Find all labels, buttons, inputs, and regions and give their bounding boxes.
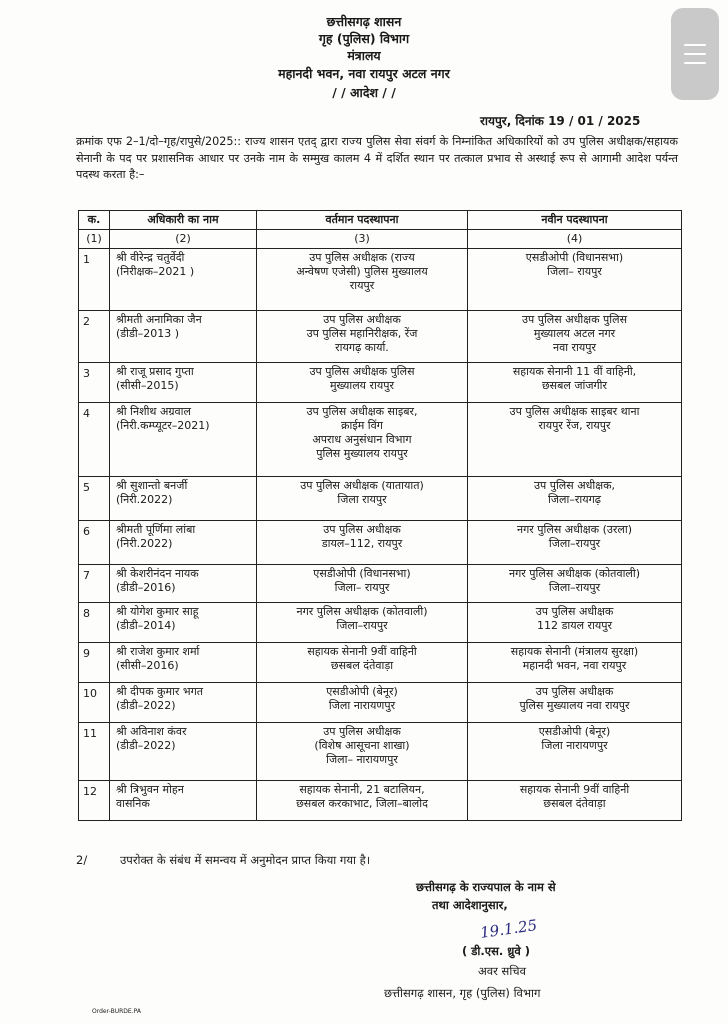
order-line: तथा आदेशानुसार,: [432, 898, 508, 912]
row-number: 4: [79, 403, 110, 477]
handwritten-signature: 19.1.25: [479, 916, 539, 942]
header-serial: क.: [79, 211, 110, 230]
row-number: 7: [79, 565, 110, 603]
current-posting: सहायक सेनानी 9वीं वाहिनी छसबल दंतेवाड़ा: [257, 643, 468, 683]
header-new-posting: नवीन पदस्थापना: [468, 211, 682, 230]
officer-name: श्री निशीथ अग्रवाल (निरी.कम्प्यूटर–2021): [110, 403, 257, 477]
new-posting: सहायक सेनानी 9वीं वाहिनी छसबल दंतेवाड़ा: [468, 781, 682, 821]
officer-name: श्री त्रिभुवन मोहन वासनिक: [110, 781, 257, 821]
table-row: [79, 477, 682, 521]
officer-name: श्री सुशान्तो बनर्जी (निरी.2022): [110, 477, 257, 521]
new-posting: सहायक सेनानी (मंत्रालय सुरक्षा) महानदी भवन, नवा रायपुर: [468, 643, 682, 683]
current-posting: एसडीओपी (विधानसभा) जिला– रायपुर: [257, 565, 468, 603]
row-number: 5: [79, 477, 110, 521]
table-row: [79, 723, 682, 781]
table-row: [79, 643, 682, 683]
new-posting: उप पुलिस अधीक्षक पुलिस मुख्यालय नवा रायपुर: [468, 683, 682, 723]
table-row: [79, 249, 682, 311]
officer-name: श्री केशरीनंदन नायक (डीडी–2016): [110, 565, 257, 603]
officer-name: श्री दीपक कुमार भगत (डीडी–2022): [110, 683, 257, 723]
table-row: [79, 311, 682, 363]
paragraph-2: [76, 853, 370, 868]
new-posting: सहायक सेनानी 11 वीं वाहिनी, छसबल जांजगीर: [468, 363, 682, 403]
footer-code: Order-BURDE.PA: [92, 1008, 141, 1015]
new-posting: एसडीओपी (बेनूर) जिला नारायणपुर: [468, 723, 682, 781]
signatory-designation: अवर सचिव: [478, 964, 526, 978]
signatory-department: छत्तीसगढ़ शासन, गृह (पुलिस) विभाग: [384, 986, 541, 1000]
header-state: छत्तीसगढ़ शासन: [326, 14, 402, 29]
new-posting: नगर पुलिस अधीक्षक (कोतवाली) जिला–रायपुर: [468, 565, 682, 603]
row-number: 8: [79, 603, 110, 643]
table-row: [79, 683, 682, 723]
new-posting: एसडीओपी (विधानसभा) जिला– रायपुर: [468, 249, 682, 311]
index-cell: (2): [110, 230, 257, 249]
header-officer-name: अधिकारी का नाम: [110, 211, 257, 230]
current-posting: उप पुलिस अधीक्षक साइबर, क्राईम विंग अपराध अनुसंधान विभाग पुलिस मुख्यालय रायपुर: [257, 403, 468, 477]
officer-name: श्री योगेश कुमार साहू (डीडी–2014): [110, 603, 257, 643]
officer-name: श्री राजेश कुमार शर्मा (सीसी–2016): [110, 643, 257, 683]
new-posting: उप पुलिस अधीक्षक 112 डायल रायपुर: [468, 603, 682, 643]
new-posting: नगर पुलिस अधीक्षक (उरला) जिला–रायपुर: [468, 521, 682, 565]
index-cell: (3): [257, 230, 468, 249]
authority-line: छत्तीसगढ़ के राज्यपाल के नाम से: [416, 880, 556, 894]
table-row: [79, 603, 682, 643]
current-posting: उप पुलिस अधीक्षक पुलिस मुख्यालय रायपुर: [257, 363, 468, 403]
table-row: [79, 781, 682, 821]
header-current-posting: वर्तमान पदस्थापना: [257, 211, 468, 230]
officer-name: श्रीमती पूर्णिमा लांबा (निरी.2022): [110, 521, 257, 565]
row-number: 11: [79, 723, 110, 781]
row-number: 9: [79, 643, 110, 683]
index-cell: (4): [468, 230, 682, 249]
current-posting: उप पुलिस अधीक्षक (यातायात) जिला रायपुर: [257, 477, 468, 521]
new-posting: उप पुलिस अधीक्षक, जिला–रायगढ़: [468, 477, 682, 521]
paragraph-text: उपरोक्त के संबंध में समन्वय में अनुमोदन प्राप्त किया गया है।: [120, 853, 371, 867]
table-body: [79, 249, 682, 821]
header-ministry: मंत्रालय: [347, 48, 381, 63]
row-number: 6: [79, 521, 110, 565]
table-row: [79, 521, 682, 565]
index-cell: (1): [79, 230, 110, 249]
current-posting: सहायक सेनानी, 21 बटालियन, छसबल करकाभाट, जिला–बालोद: [257, 781, 468, 821]
row-number: 2: [79, 311, 110, 363]
paragraph-number: 2/: [76, 853, 88, 867]
table-index-row: [79, 230, 682, 249]
table-header-row: [79, 211, 682, 230]
header-order-title: / / आदेश / /: [332, 85, 396, 100]
current-posting: उप पुलिस अधीक्षक (विशेष आसूचना शाखा) जिला– नारायणपुर: [257, 723, 468, 781]
row-number: 3: [79, 363, 110, 403]
current-posting: एसडीओपी (बेनूर) जिला नारायणपुर: [257, 683, 468, 723]
table-row: [79, 363, 682, 403]
current-posting: उप पुलिस अधीक्षक (राज्य अन्वेषण एजेसी) पुलिस मुख्यालय रायपुर: [257, 249, 468, 311]
header-address: महानदी भवन, नवा रायपुर अटल नगर: [278, 66, 450, 81]
table-row: [79, 403, 682, 477]
header-department: गृह (पुलिस) विभाग: [318, 31, 410, 46]
officer-name: श्री राजू प्रसाद गुप्ता (सीसी–2015): [110, 363, 257, 403]
signatory-name: ( डी.एस. ध्रुवे ): [462, 944, 530, 958]
current-posting: उप पुलिस अधीक्षक डायल–112, रायपुर: [257, 521, 468, 565]
current-posting: उप पुलिस अधीक्षक उप पुलिस महानिरीक्षक, रेंज रायगढ़ कार्या.: [257, 311, 468, 363]
intro-paragraph: क्रमांक एफ 2–1/दो–गृह/रापुसे/2025:: राज्य शासन एतद् द्वारा राज्य पुलिस सेवा संवर्ग के निम्नांकित अधिकारियों को उप पुलिस अधीक्षक/सहायक सेनानी के पद पर प्रशासनिक आधार पर उनके नाम के सम्मुख कालम 4 में दर्शित स्थान पर तत्काल प्रभाव से अस्थाई रूप से आगामी आदेश पर्यन्त पदस्थ करता है:–: [76, 135, 678, 181]
row-number: 10: [79, 683, 110, 723]
officer-name: श्रीमती अनामिका जैन (डीडी–2013 ): [110, 311, 257, 363]
new-posting: उप पुलिस अधीक्षक पुलिस मुख्यालय अटल नगर नवा रायपुर: [468, 311, 682, 363]
row-number: 1: [79, 249, 110, 311]
date-line: रायपुर, दिनांक 19 / 01 / 2025: [480, 114, 641, 128]
officer-name: श्री अविनाश कंवर (डीडी–2022): [110, 723, 257, 781]
row-number: 12: [79, 781, 110, 821]
officer-name: श्री वीरेन्द्र चतुर्वेदी (निरीक्षक–2021 ): [110, 249, 257, 311]
table-row: [79, 565, 682, 603]
new-posting: उप पुलिस अधीक्षक साइबर थाना रायपुर रेंज, रायपुर: [468, 403, 682, 477]
transfer-table: [78, 210, 682, 821]
current-posting: नगर पुलिस अधीक्षक (कोतवाली) जिला–रायपुर: [257, 603, 468, 643]
